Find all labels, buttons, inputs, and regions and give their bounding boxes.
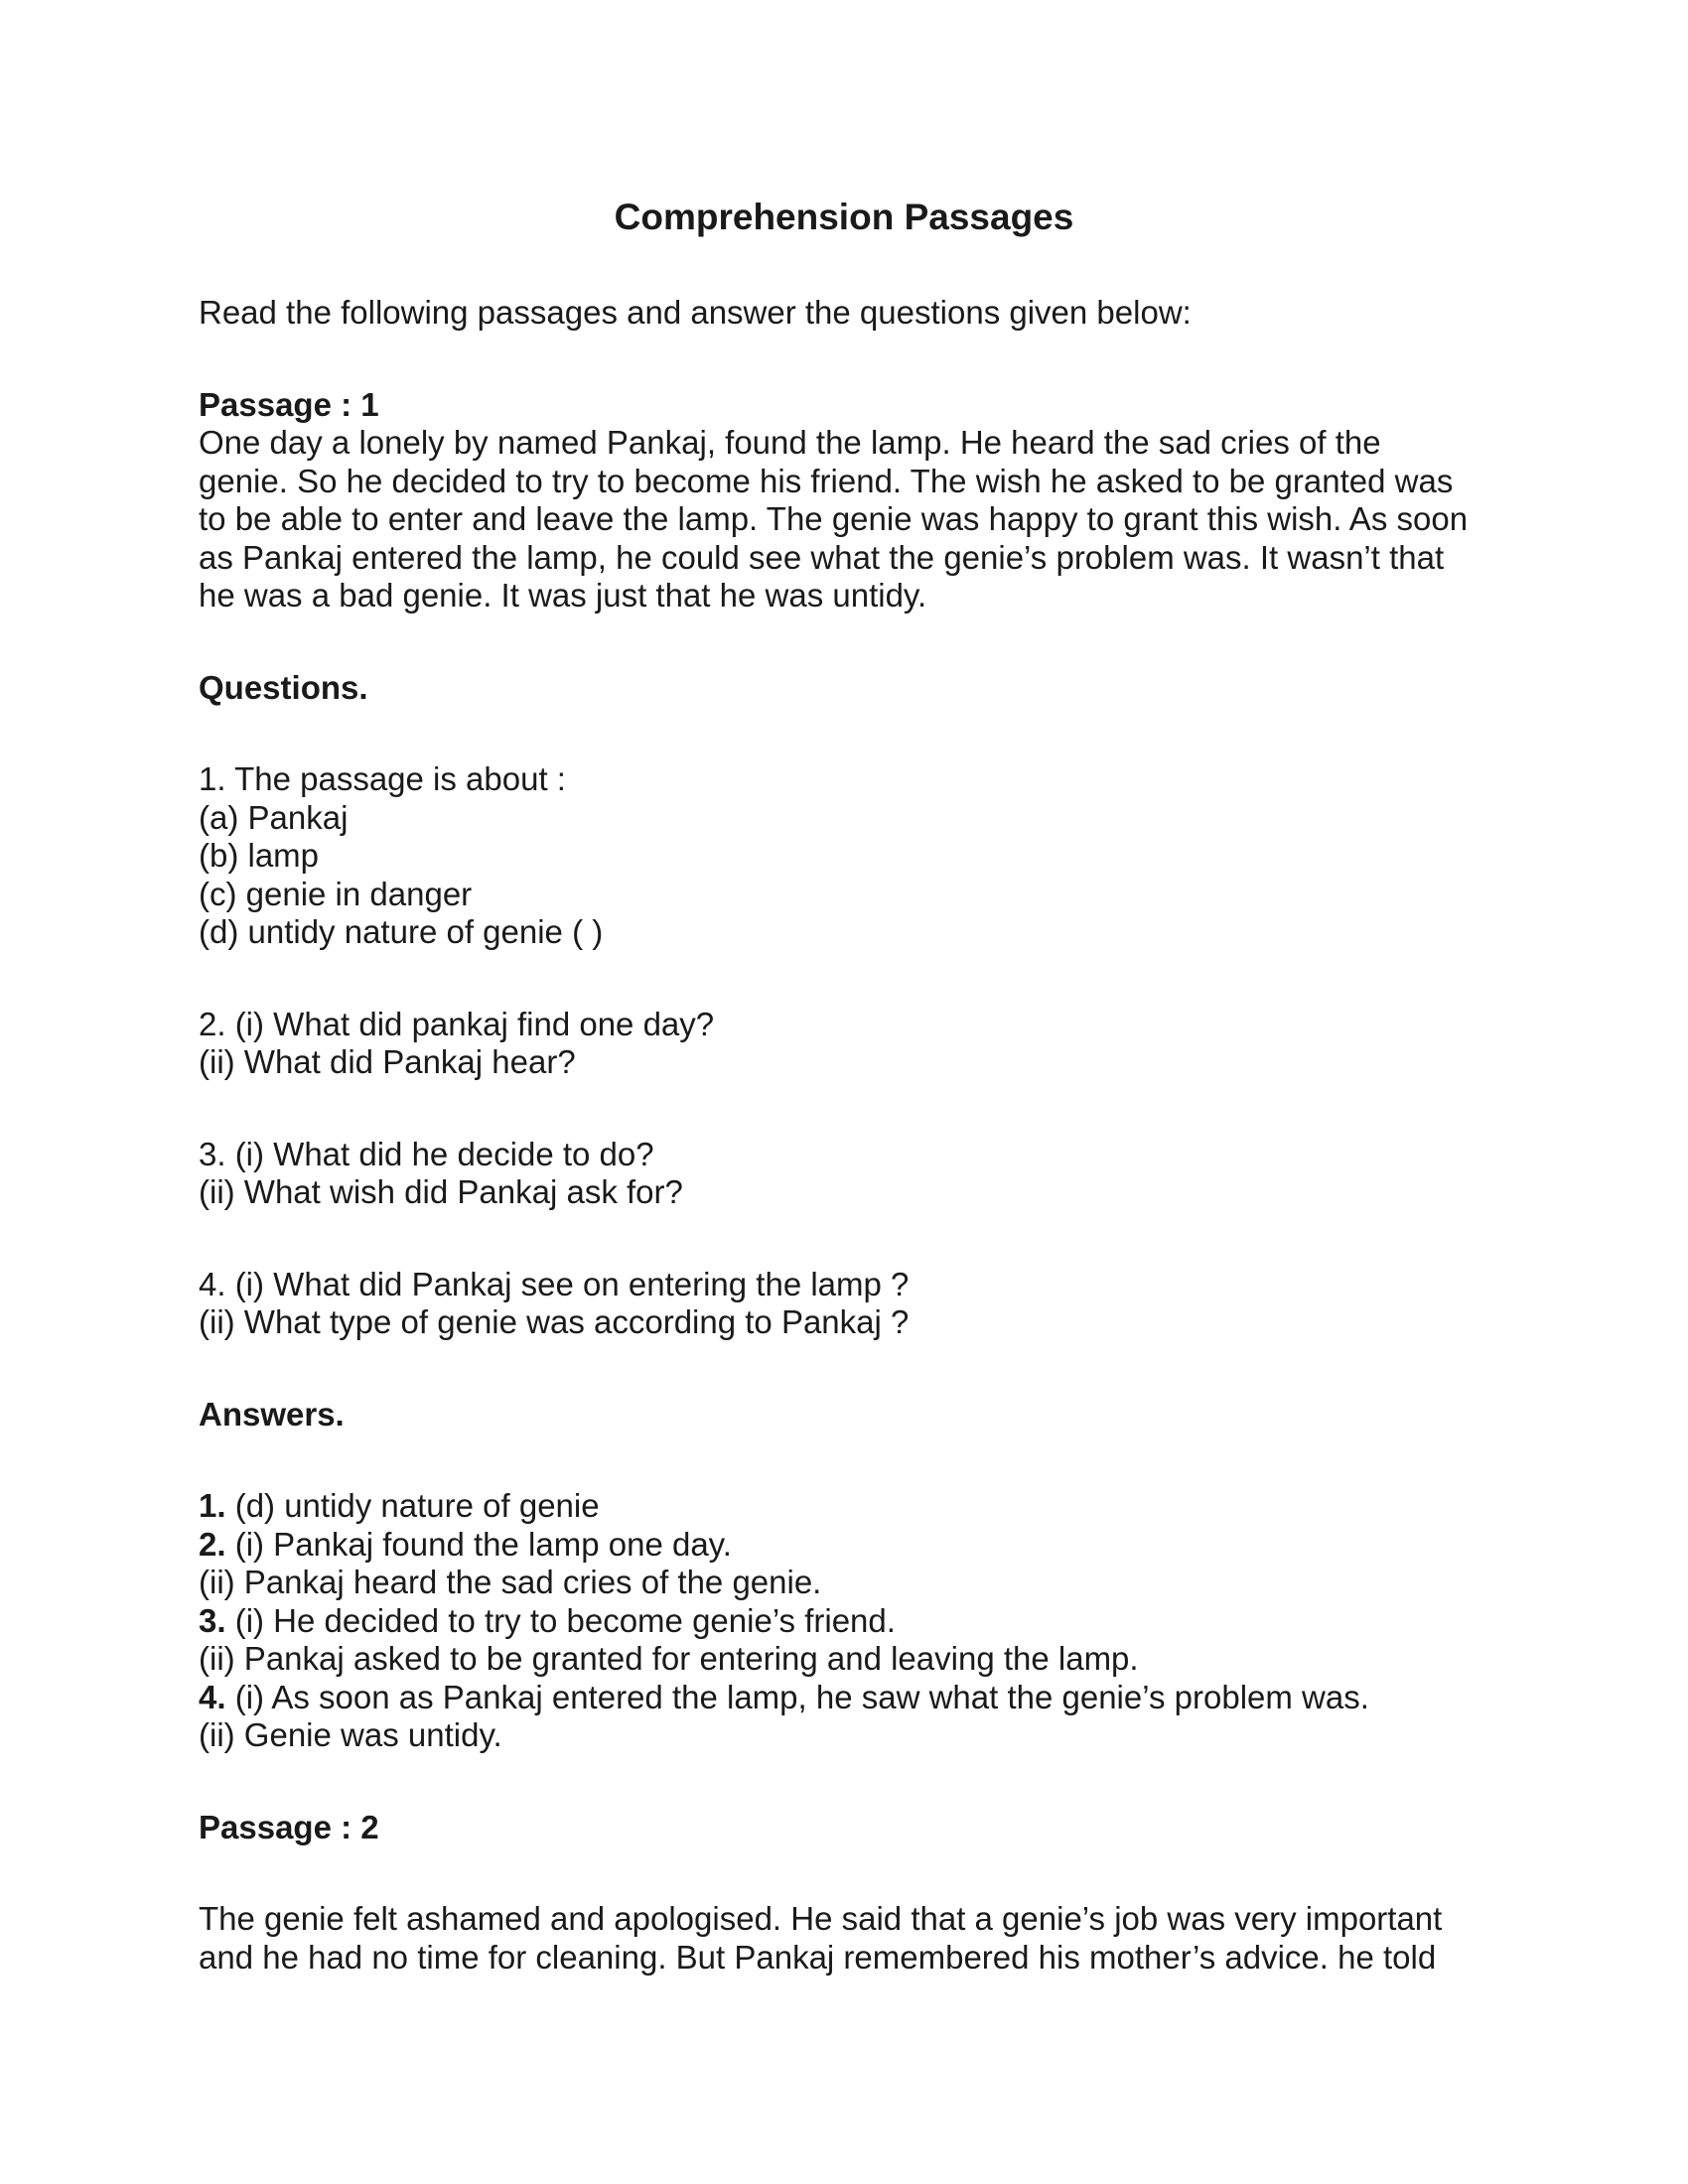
answer-text: (i) As soon as Pankaj entered the lamp, he saw what the genie’s problem was. xyxy=(225,1678,1369,1715)
passage-line: and he had no time for cleaning. But Pankaj remembered his mother’s advice. he told xyxy=(199,1938,1437,1976)
question-text: (ii) What type of genie was according to Pankaj ? xyxy=(199,1303,910,1340)
question-text: 4. (i) What did Pankaj see on entering the lamp ? xyxy=(199,1265,910,1302)
answer-text: (i) Pankaj found the lamp one day. xyxy=(225,1525,732,1563)
answer-number: 3. xyxy=(199,1601,226,1639)
answer-line xyxy=(199,1526,1499,1565)
answer-text: (d) untidy nature of genie xyxy=(225,1487,600,1524)
passage-line: he was a bad genie. It was just that he was untidy. xyxy=(199,577,927,614)
answer-line xyxy=(199,1487,1499,1526)
question-option: (a) Pankaj xyxy=(199,798,349,836)
answers-list xyxy=(199,1487,1499,1755)
question-4 xyxy=(199,1266,1499,1342)
question-3 xyxy=(199,1136,1499,1212)
answer-text: (i) He decided to try to become genie’s friend. xyxy=(225,1601,896,1639)
question-text: (ii) What did Pankaj hear? xyxy=(199,1043,576,1080)
passage-1-heading: Passage : 1 xyxy=(199,385,379,423)
question-option: (c) genie in danger xyxy=(199,875,473,912)
question-text: (ii) What wish did Pankaj ask for? xyxy=(199,1173,683,1210)
answer-number: 4. xyxy=(199,1678,226,1715)
passage-line: as Pankaj entered the lamp, he could see what the genie’s problem was. It wasn’t that xyxy=(199,538,1445,576)
passage-1-text xyxy=(199,424,1499,615)
answer-line: (ii) Pankaj heard the sad cries of the genie. xyxy=(199,1564,822,1600)
question-option: (d) untidy nature of genie ( ) xyxy=(199,913,604,950)
answer-line xyxy=(199,1602,1499,1641)
answer-number: 2. xyxy=(199,1525,226,1563)
answer-line: (ii) Genie was untidy. xyxy=(199,1716,502,1753)
document-body xyxy=(199,294,1499,1977)
passage-line: genie. So he decided to try to become his friend. The wish he asked to be granted was xyxy=(199,462,1454,499)
question-text: 1. The passage is about : xyxy=(199,760,566,797)
page-title: Comprehension Passages xyxy=(614,197,1074,237)
passage-2-text xyxy=(199,1900,1499,1977)
questions-heading: Questions. xyxy=(199,668,368,706)
passage-2-heading: Passage : 2 xyxy=(199,1808,379,1845)
question-text: 3. (i) What did he decide to do? xyxy=(199,1135,654,1172)
question-2 xyxy=(199,1006,1499,1082)
passage-line: The genie felt ashamed and apologised. He said that a genie’s job was very important xyxy=(199,1900,1443,1937)
passage-line: to be able to enter and leave the lamp. The genie was happy to grant this wish. As soon xyxy=(199,500,1469,537)
question-text: 2. (i) What did pankaj find one day? xyxy=(199,1005,715,1042)
passage-line: One day a lonely by named Pankaj, found the lamp. He heard the sad cries of the xyxy=(199,424,1381,461)
answer-number: 1. xyxy=(199,1487,226,1524)
question-option: (b) lamp xyxy=(199,837,320,874)
question-1 xyxy=(199,760,1499,952)
answer-line xyxy=(199,1679,1499,1717)
instruction-text: Read the following passages and answer the questions given below: xyxy=(199,294,1192,331)
answers-heading: Answers. xyxy=(199,1395,345,1433)
answer-line: (ii) Pankaj asked to be granted for entering and leaving the lamp. xyxy=(199,1640,1139,1677)
